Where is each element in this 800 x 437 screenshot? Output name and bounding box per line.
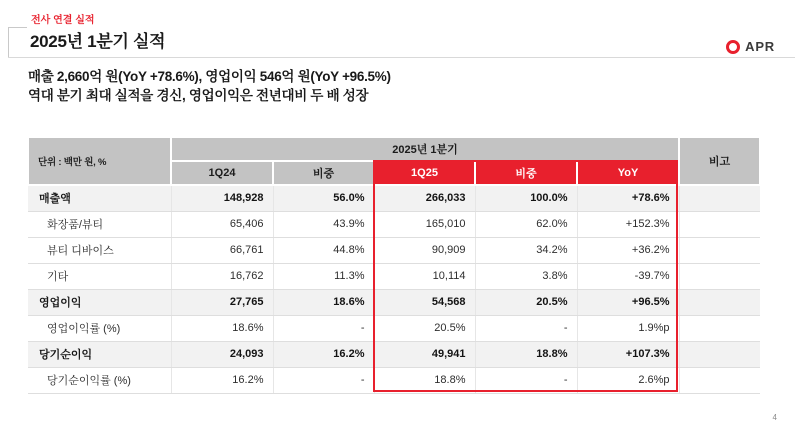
- cell-share-1q24: 11.3%: [273, 263, 374, 289]
- cell-yoy: +107.3%: [577, 341, 679, 367]
- cell-note: [679, 211, 760, 237]
- key-message-line-1: 매출 2,660억 원(YoY +78.6%), 영업이익 546억 원(YoY +96.5%): [28, 69, 391, 84]
- table-row-revenue: [28, 185, 760, 211]
- cell-1q24: 148,928: [171, 185, 273, 211]
- cell-1q24: 27,765: [171, 289, 273, 315]
- cell-share-1q25: 34.2%: [475, 237, 577, 263]
- col-header-1q25: 1Q25: [374, 161, 475, 185]
- col-header-yoy: YoY: [577, 161, 679, 185]
- cell-share-1q24: 18.6%: [273, 289, 374, 315]
- cell-1q25: 90,909: [374, 237, 475, 263]
- key-message: [28, 67, 391, 105]
- cell-share-1q25: 3.8%: [475, 263, 577, 289]
- row-label: 화장품/뷰티: [28, 211, 171, 237]
- cell-1q24: 16,762: [171, 263, 273, 289]
- cell-1q25: 10,114: [374, 263, 475, 289]
- table-row-net-margin: [28, 367, 760, 393]
- cell-share-1q25: 100.0%: [475, 185, 577, 211]
- note-column-header: 비고: [679, 137, 760, 185]
- group-header-2025-1q: 2025년 1분기: [171, 137, 679, 161]
- title-bracket-line: [8, 27, 27, 28]
- cell-1q25: 266,033: [374, 185, 475, 211]
- results-table-container: [27, 136, 759, 394]
- cell-yoy: -39.7%: [577, 263, 679, 289]
- cell-share-1q25: 62.0%: [475, 211, 577, 237]
- cell-1q25: 54,568: [374, 289, 475, 315]
- cell-share-1q24: 44.8%: [273, 237, 374, 263]
- cell-yoy: +78.6%: [577, 185, 679, 211]
- cell-share-1q25: -: [475, 315, 577, 341]
- cell-note: [679, 263, 760, 289]
- results-table: [27, 136, 761, 394]
- cell-yoy: 2.6%p: [577, 367, 679, 393]
- table-row-operating-profit: [28, 289, 760, 315]
- cell-note: [679, 237, 760, 263]
- cell-note: [679, 289, 760, 315]
- row-label: 영업이익: [28, 289, 171, 315]
- cell-share-1q24: 43.9%: [273, 211, 374, 237]
- cell-share-1q25: 18.8%: [475, 341, 577, 367]
- cell-1q24: 65,406: [171, 211, 273, 237]
- key-message-line-2: 역대 분기 최대 실적을 경신, 영업이익은 전년대비 두 배 성장: [28, 88, 369, 103]
- cell-note: [679, 367, 760, 393]
- header-row-group: [28, 137, 760, 161]
- col-header-share-1q24: 비중: [273, 161, 374, 185]
- cell-note: [679, 341, 760, 367]
- page-title: 2025년 1분기 실적: [30, 32, 166, 51]
- table-row-beauty-device: [28, 237, 760, 263]
- cell-share-1q25: 20.5%: [475, 289, 577, 315]
- cell-yoy: +96.5%: [577, 289, 679, 315]
- apr-logo-text: APR: [745, 39, 775, 54]
- apr-logo: [726, 39, 775, 54]
- cell-1q24: 24,093: [171, 341, 273, 367]
- row-label: 기타: [28, 263, 171, 289]
- col-header-share-1q25: 비중: [475, 161, 577, 185]
- cell-1q25: 20.5%: [374, 315, 475, 341]
- cell-yoy: +36.2%: [577, 237, 679, 263]
- cell-1q24: 66,761: [171, 237, 273, 263]
- table-row-net-income: [28, 341, 760, 367]
- table-row-others: [28, 263, 760, 289]
- page-number: 4: [772, 413, 777, 422]
- cell-share-1q24: 16.2%: [273, 341, 374, 367]
- row-label: 당기순이익: [28, 341, 171, 367]
- cell-share-1q25: -: [475, 367, 577, 393]
- row-label: 영업이익률 (%): [28, 315, 171, 341]
- cell-note: [679, 315, 760, 341]
- cell-yoy: +152.3%: [577, 211, 679, 237]
- cell-1q25: 165,010: [374, 211, 475, 237]
- cell-share-1q24: -: [273, 367, 374, 393]
- cell-yoy: 1.9%p: [577, 315, 679, 341]
- slide-eyebrow: 전사 연결 실적: [31, 15, 95, 26]
- row-label: 뷰티 디바이스: [28, 237, 171, 263]
- cell-share-1q24: 56.0%: [273, 185, 374, 211]
- title-bracket-line: [8, 27, 9, 58]
- cell-1q24: 16.2%: [171, 367, 273, 393]
- title-divider: [8, 57, 795, 58]
- col-header-1q24: 1Q24: [171, 161, 273, 185]
- cell-1q24: 18.6%: [171, 315, 273, 341]
- cell-note: [679, 185, 760, 211]
- cell-1q25: 49,941: [374, 341, 475, 367]
- unit-label: 단위 : 백만 원, %: [28, 137, 171, 185]
- cell-1q25: 18.8%: [374, 367, 475, 393]
- table-row-operating-margin: [28, 315, 760, 341]
- table-row-cosmetics: [28, 211, 760, 237]
- row-label: 매출액: [28, 185, 171, 211]
- apr-ring-icon: [726, 40, 740, 54]
- row-label: 당기순이익률 (%): [28, 367, 171, 393]
- cell-share-1q24: -: [273, 315, 374, 341]
